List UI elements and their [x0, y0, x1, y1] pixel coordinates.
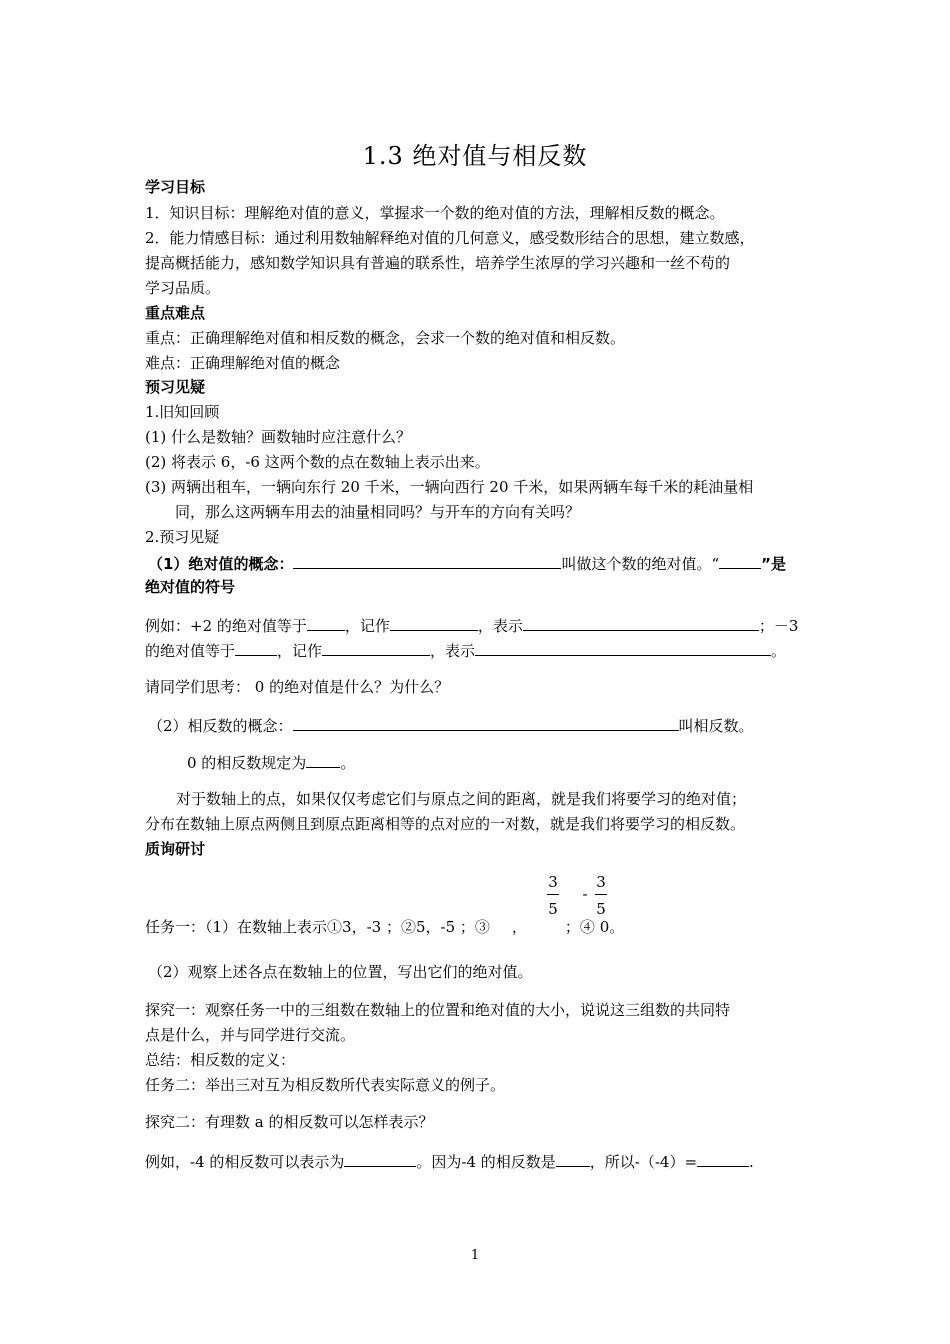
- fraction-1-bar: [547, 894, 559, 895]
- page-title: 1.3 绝对值与相反数: [362, 142, 588, 170]
- task1-text-c: ；④ 0。: [564, 918, 625, 936]
- fraction-2-bar: [595, 894, 607, 895]
- zero-opposite-end: 。: [340, 754, 356, 772]
- example-3-text-b: 。因为-4 的相反数是: [416, 1153, 556, 1171]
- explore1-line1: 探究一：观察任务一中的三组数在数轴上的位置和绝对值的大小，说说这三组数的共同特: [145, 1001, 731, 1019]
- fraction-2-minus: -: [582, 885, 588, 903]
- fraction-2-denominator: 5: [596, 900, 606, 918]
- task1-text-b: ，: [511, 918, 527, 936]
- paragraph-line2: 分布在数轴上原点两侧且到原点距离相等的点对应的一对数，就是我们将要学习的相反数。: [145, 815, 746, 833]
- abs-symbol-text: 绝对值的符号: [145, 578, 236, 596]
- example-3-text-a: 例如，-4 的相反数可以表示为: [145, 1153, 345, 1171]
- example-3-line: [145, 1150, 754, 1172]
- opp-concept-line: [148, 714, 754, 736]
- example-1-line: [145, 614, 798, 636]
- fraction-1-denominator: 5: [548, 900, 558, 918]
- example-1-text-b: ，记作: [344, 617, 390, 635]
- example-3-text-d: .: [749, 1153, 754, 1171]
- task2-line: 任务二：举出三对互为相反数所代表实际意义的例子。: [145, 1076, 506, 1094]
- page-number: 1: [470, 1248, 480, 1263]
- review-question-3-line1: (3) 两辆出租车，一辆向东行 20 千米，一辆向西行 20 千米，如果两辆车每千米的耗油量相: [145, 478, 754, 496]
- example-1-blank-notation[interactable]: [390, 614, 478, 631]
- example-2-text-a: 的绝对值等于: [145, 642, 236, 660]
- review-heading: 1.旧知回顾: [145, 403, 220, 421]
- section-heading-goals: 学习目标: [145, 178, 206, 196]
- task1-text-a: 任务一：（1）在数轴上表示①3，-3 ；②5，-5 ；③: [145, 918, 490, 936]
- fraction-2-numerator: 3: [596, 873, 606, 891]
- abs-concept-label: （1）绝对值的概念：: [148, 555, 294, 573]
- goal-knowledge: 1．知识目标：理解绝对值的意义，掌握求一个数的绝对值的方法，理解相反数的概念。: [145, 204, 725, 222]
- goal-ability-line1: 2．能力情感目标：通过利用数轴解释绝对值的几何意义，感受数形结合的思想，建立数感，: [145, 229, 755, 247]
- abs-concept-end: ”是: [761, 555, 786, 573]
- example-1-text-d: ；－3: [758, 617, 799, 635]
- review-question-1: (1) 什么是数轴？画数轴时应注意什么？: [145, 428, 412, 446]
- example-3-blank-expression[interactable]: [344, 1150, 416, 1167]
- review-question-2: (2) 将表示 6，-6 这两个数的点在数轴上表示出来。: [145, 453, 490, 471]
- zero-opposite-text: 0 的相反数规定为: [187, 754, 307, 772]
- example-2-blank-notation[interactable]: [322, 639, 430, 656]
- opp-concept-tail: 叫相反数。: [678, 717, 754, 735]
- example-1-blank-meaning[interactable]: [523, 614, 759, 631]
- example-1-blank-value[interactable]: [307, 614, 345, 631]
- explore1-line2: 点是什么，并与同学进行交流。: [145, 1026, 356, 1044]
- abs-symbol-blank[interactable]: [719, 552, 761, 569]
- goal-ability-line2: 提高概括能力，感知数学知识具有普遍的联系性，培养学生浓厚的学习兴趣和一丝不苟的: [145, 254, 731, 272]
- task1-line: [145, 917, 624, 937]
- example-2-blank-meaning[interactable]: [475, 639, 771, 656]
- example-2-text-d: 。: [771, 642, 787, 660]
- key-point: 重点：正确理解绝对值和相反数的概念，会求一个数的绝对值和相反数。: [145, 329, 626, 347]
- explore2-line: 探究二：有理数 a 的相反数可以怎样表示？: [145, 1113, 434, 1131]
- example-2-text-b: ，记作: [277, 642, 323, 660]
- zero-opposite-line: [187, 751, 355, 773]
- section-heading-inquiry: 质询研讨: [145, 840, 206, 858]
- abs-concept-line: [148, 552, 786, 574]
- think-question: 请同学们思考： 0 的绝对值是什么？为什么？: [145, 678, 450, 696]
- preview-heading-2: 2.预习见疑: [145, 528, 220, 546]
- example-2-line: [145, 639, 786, 661]
- section-heading-key: 重点难点: [145, 304, 206, 322]
- example-2-text-c: ，表示: [430, 642, 476, 660]
- summary-line: 总结：相反数的定义：: [145, 1051, 296, 1069]
- paragraph-line1: 对于数轴上的点，如果仅仅考虑它们与原点之间的距离，就是我们将要学习的绝对值；: [176, 790, 747, 808]
- difficult-point: 难点：正确理解绝对值的概念: [145, 354, 341, 372]
- example-3-text-c: ，所以-（-4）=: [589, 1153, 698, 1171]
- opp-concept-blank[interactable]: [293, 714, 679, 731]
- example-2-blank-value[interactable]: [235, 639, 277, 656]
- opp-concept-label: （2）相反数的概念：: [148, 717, 293, 735]
- section-heading-preview: 预习见疑: [145, 378, 206, 396]
- fraction-1-numerator: 3: [548, 873, 558, 891]
- example-3-blank-result[interactable]: [697, 1150, 749, 1167]
- example-3-blank-opposite[interactable]: [556, 1150, 590, 1167]
- zero-opposite-blank[interactable]: [306, 751, 340, 768]
- review-question-3-line2: 同，那么这两辆车用去的油量相同吗？与开车的方向有关吗？: [175, 503, 581, 521]
- example-1-text-a: 例如：+2 的绝对值等于: [145, 617, 307, 635]
- task1-part2: （2）观察上述各点在数轴上的位置，写出它们的绝对值。: [148, 963, 533, 981]
- abs-concept-tail: 叫做这个数的绝对值。“: [561, 555, 720, 573]
- abs-concept-blank[interactable]: [293, 552, 561, 569]
- goal-ability-line3: 学习品质。: [145, 279, 221, 297]
- example-1-text-c: ，表示: [477, 617, 523, 635]
